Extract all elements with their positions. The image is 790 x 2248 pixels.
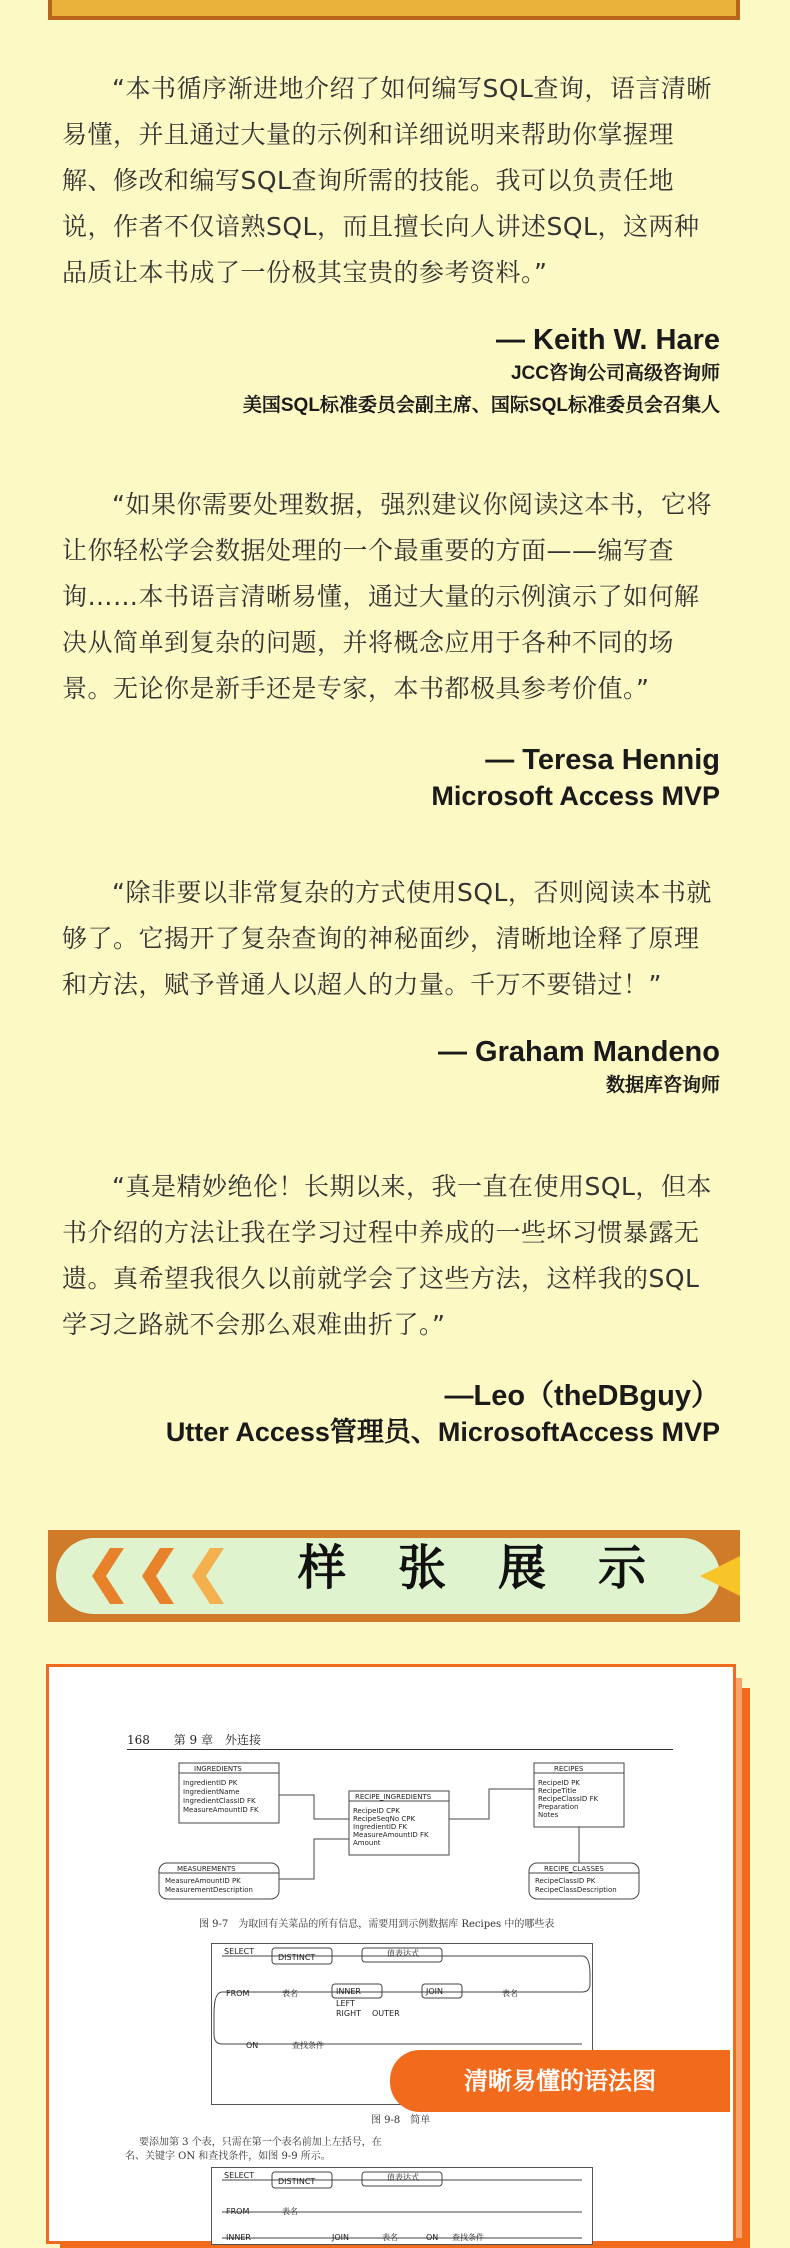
figure-9-7-caption: 图 9-7 为取回有关菜品的所有信息，需要用到示例数据库 Recipes 中的哪些表: [199, 1919, 555, 1930]
svg-text:DISTINCT: DISTINCT: [278, 2177, 316, 2186]
svg-text:SELECT: SELECT: [224, 2171, 255, 2180]
svg-text:MeasureAmountID FK: MeasureAmountID FK: [183, 1806, 259, 1814]
svg-text:SELECT: SELECT: [224, 1947, 255, 1956]
svg-text:查找条件: 查找条件: [292, 2041, 324, 2050]
quote-3-title-1: 数据库咨询师: [605, 1075, 720, 1096]
svg-text:LEFT: LEFT: [336, 1999, 355, 2008]
svg-text:RIGHT: RIGHT: [336, 2009, 362, 2018]
svg-text:IngredientID PK: IngredientID PK: [183, 1779, 238, 1787]
svg-text:RecipeClassID FK: RecipeClassID FK: [538, 1795, 599, 1803]
quote-1-author: — Keith W. Hare: [496, 324, 720, 356]
syntax-callout-badge: 清晰易懂的语法图: [390, 2050, 730, 2112]
svg-text:值表达式: 值表达式: [387, 1949, 419, 1958]
page-number: 168: [127, 1733, 150, 1747]
quote-2-attribution: [60, 742, 720, 814]
syntax-diagram-2: [211, 2167, 593, 2245]
svg-text:FROM: FROM: [226, 2207, 250, 2216]
er-ingredients-title: INGREDIENTS: [194, 1765, 242, 1773]
quote-4-title-1: Utter Access管理员、MicrosoftAccess MVP: [165, 1417, 720, 1447]
svg-text:IngredientClassID FK: IngredientClassID FK: [183, 1797, 256, 1805]
sample-section-banner: [48, 1530, 740, 1622]
svg-text:IngredientID FK: IngredientID FK: [353, 1823, 408, 1831]
arrow-right-icon: [700, 1556, 740, 1596]
svg-text:表名: 表名: [502, 1989, 518, 1998]
svg-text:RecipeSeqNo CPK: RecipeSeqNo CPK: [353, 1815, 416, 1823]
svg-text:表名: 表名: [382, 2233, 398, 2242]
quote-4-attribution: [60, 1378, 720, 1450]
svg-text:RecipeClassID PK: RecipeClassID PK: [535, 1877, 596, 1885]
quote-1-text: “本书循序渐进地介绍了如何编写SQL查询，语言清晰易懂，并且通过大量的示例和详细说明来帮助你掌握理解、修改和编写SQL查询所需的技能。我可以负责任地说，作者不仅谙熟SQL，而且擅长向人讲述SQL，这两种品质让本书成了一份极其宝贵的参考资料。”: [62, 74, 712, 287]
sample-book-page: [46, 1664, 736, 2244]
svg-text:JOIN: JOIN: [332, 2233, 349, 2242]
svg-text:INNER: INNER: [226, 2233, 251, 2242]
er-diagram: [139, 1759, 659, 1909]
svg-text:RecipeID PK: RecipeID PK: [538, 1779, 580, 1787]
er-recipes-title: RECIPES: [554, 1765, 584, 1773]
quote-1-title-1: JCC咨询公司高级咨询师: [510, 363, 720, 384]
quote-3-attribution: [60, 1034, 720, 1102]
svg-text:MeasureAmountID FK: MeasureAmountID FK: [353, 1831, 429, 1839]
svg-text:Notes: Notes: [538, 1811, 559, 1819]
quote-3-text: “除非要以非常复杂的方式使用SQL，否则阅读本书就够了。它揭开了复杂查询的神秘面纱，清晰地诠释了原理和方法，赋予普通人以超人的力量。千万不要错过！”: [62, 878, 712, 999]
page-header: [127, 1731, 673, 1750]
figure-9-8-caption: 图 9-8 简单: [371, 2115, 431, 2126]
svg-text:RecipeClassDescription: RecipeClassDescription: [535, 1886, 617, 1894]
svg-text:FROM: FROM: [226, 1989, 250, 1998]
svg-text:MeasureAmountID PK: MeasureAmountID PK: [165, 1877, 241, 1885]
sample-section-title: 样张展示: [298, 1540, 699, 1596]
chevron-left-icons: [70, 1546, 250, 1606]
quote-2-title-1: Microsoft Access MVP: [431, 781, 720, 811]
svg-text:JOIN: JOIN: [426, 1987, 443, 1996]
svg-text:ON: ON: [246, 2041, 259, 2050]
svg-text:表名: 表名: [282, 1989, 298, 1998]
svg-text:Preparation: Preparation: [538, 1803, 579, 1811]
quote-1-title-2: 美国SQL标准委员会副主席、国际SQL标准委员会召集人: [242, 395, 720, 416]
body-text-line-2: 名、关键字 ON 和查找条件，如图 9-9 所示。: [125, 2151, 331, 2162]
body-text-line-1: 要添加第 3 个表，只需在第一个表名前加上左括号，在: [139, 2137, 382, 2148]
er-recipe-ingredients-title: RECIPE_INGREDIENTS: [355, 1793, 432, 1801]
svg-text:ON: ON: [426, 2233, 439, 2242]
svg-text:MeasurementDescription: MeasurementDescription: [165, 1886, 253, 1894]
quote-2-author: — Teresa Hennig: [485, 744, 720, 776]
page-chapter: 第 9 章 外连接: [173, 1733, 261, 1747]
svg-text:Amount: Amount: [353, 1839, 381, 1847]
svg-text:RecipeTitle: RecipeTitle: [538, 1787, 577, 1795]
svg-text:DISTINCT: DISTINCT: [278, 1953, 316, 1962]
svg-text:INNER: INNER: [336, 1987, 361, 1996]
svg-text:RecipeID CPK: RecipeID CPK: [353, 1807, 400, 1815]
svg-text:表名: 表名: [282, 2207, 298, 2216]
er-measurements-title: MEASUREMENTS: [177, 1865, 236, 1873]
quote-4-text: “真是精妙绝伦！长期以来，我一直在使用SQL，但本书介绍的方法让我在学习过程中养成的一些坏习惯暴露无遗。真希望我很久以前就学会了这些方法，这样我的SQL学习之路就不会那么艰难曲折了。”: [62, 1172, 712, 1339]
svg-text:OUTER: OUTER: [372, 2009, 400, 2018]
quote-4-author: —Leo（theDBguy）: [444, 1380, 720, 1412]
quote-1-attribution: [60, 322, 720, 422]
quote-2-text: “如果你需要处理数据，强烈建议你阅读这本书，它将让你轻松学会数据处理的一个最重要的方面——编写查询……本书语言清晰易懂，通过大量的示例演示了如何解决从简单到复杂的问题，并将概念应用于各种不同的场景。无论你是新手还是专家，本书都极具参考价值。”: [62, 490, 712, 703]
svg-text:值表达式: 值表达式: [387, 2173, 419, 2182]
svg-text:查找条件: 查找条件: [452, 2233, 484, 2242]
svg-text:IngredientName: IngredientName: [183, 1788, 240, 1796]
top-banner: [48, 0, 740, 20]
quote-3-author: — Graham Mandeno: [438, 1036, 720, 1068]
er-recipe-classes-title: RECIPE_CLASSES: [544, 1865, 604, 1873]
